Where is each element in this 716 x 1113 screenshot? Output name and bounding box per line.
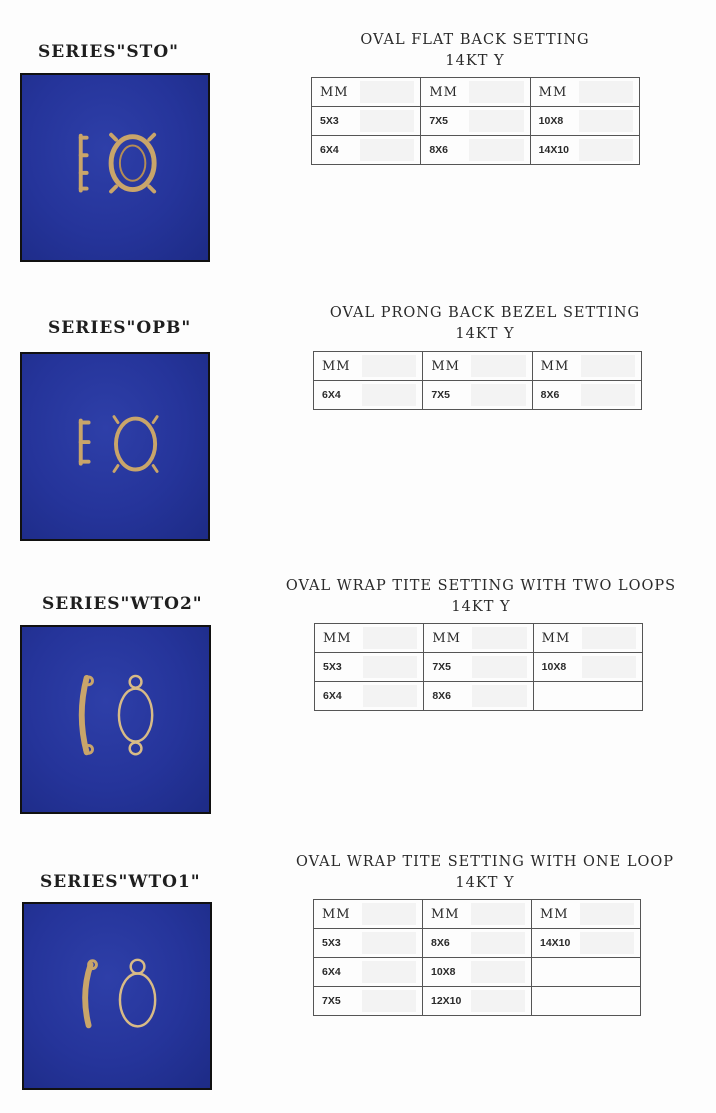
size-cell: 6X4 <box>314 958 423 987</box>
header-cell: MM <box>315 624 424 653</box>
series-title-opb: SERIES"OPB" <box>48 318 192 338</box>
setting-side-view <box>85 961 96 1026</box>
setting-name: OVAL FLAT BACK SETTING <box>360 32 590 48</box>
size-table-opb <box>313 351 642 410</box>
setting-name: OVAL PRONG BACK BEZEL SETTING <box>329 305 641 321</box>
size-cell: 6X4 <box>314 381 423 410</box>
header-cell: MM <box>533 624 642 653</box>
setting-heading-sto <box>300 30 650 72</box>
product-photo-opb <box>20 352 210 541</box>
header-cell: MM <box>423 900 532 929</box>
size-cell: 8X6 <box>421 136 530 165</box>
size-cell: 5X3 <box>314 929 423 958</box>
setting-metal: 14KT Y <box>455 875 515 891</box>
header-cell: MM <box>314 900 423 929</box>
setting-name: OVAL WRAP TITE SETTING WITH TWO LOOPS <box>285 578 677 594</box>
size-cell <box>533 682 642 711</box>
size-cell: 5X3 <box>315 653 424 682</box>
table-row <box>315 682 643 711</box>
size-cell: 14X10 <box>532 929 641 958</box>
size-cell: 7X5 <box>421 107 530 136</box>
product-photo-wto1 <box>22 902 212 1090</box>
setting-top-view <box>119 676 152 754</box>
size-cell: 6X4 <box>315 682 424 711</box>
setting-name: OVAL WRAP TITE SETTING WITH ONE LOOP <box>296 854 674 870</box>
setting-metal: 14KT Y <box>455 326 515 342</box>
table-row <box>312 136 640 165</box>
size-cell: 10X8 <box>530 107 639 136</box>
size-table-wto1 <box>313 899 641 1016</box>
size-cell: 6X4 <box>312 136 421 165</box>
table-row <box>314 958 641 987</box>
size-cell: 14X10 <box>530 136 639 165</box>
header-cell: MM <box>421 78 530 107</box>
size-cell: 7X5 <box>424 653 533 682</box>
series-title-wto2: SERIES"WTO2" <box>42 594 203 614</box>
header-cell: MM <box>532 900 641 929</box>
table-header-row <box>314 352 642 381</box>
size-cell: 10X8 <box>423 958 532 987</box>
table-row <box>314 381 642 410</box>
header-cell: MM <box>312 78 421 107</box>
table-header-row <box>314 900 641 929</box>
size-table-wto2 <box>314 623 643 711</box>
size-table-sto <box>311 77 640 165</box>
setting-side-view <box>81 136 87 191</box>
header-cell: MM <box>532 352 641 381</box>
product-photo-sto <box>20 73 210 262</box>
series-title-sto: SERIES"STO" <box>38 42 179 62</box>
table-header-row <box>312 78 640 107</box>
setting-top-view <box>120 960 155 1027</box>
table-header-row <box>315 624 643 653</box>
size-cell: 8X6 <box>424 682 533 711</box>
setting-top-view <box>111 135 154 192</box>
header-cell: MM <box>423 352 532 381</box>
table-row <box>314 929 641 958</box>
size-cell: 5X3 <box>312 107 421 136</box>
product-photo-wto2 <box>20 625 211 814</box>
size-cell: 12X10 <box>423 987 532 1016</box>
setting-side-view <box>81 421 89 464</box>
header-cell: MM <box>314 352 423 381</box>
size-cell: 10X8 <box>533 653 642 682</box>
setting-metal: 14KT Y <box>445 53 505 69</box>
series-title-wto1: SERIES"WTO1" <box>40 872 201 892</box>
table-row <box>314 987 641 1016</box>
setting-heading-wto2 <box>276 576 686 618</box>
size-cell: 7X5 <box>423 381 532 410</box>
setting-side-view <box>82 677 93 753</box>
table-row <box>312 107 640 136</box>
size-cell <box>532 987 641 1016</box>
size-cell <box>532 958 641 987</box>
setting-metal: 14KT Y <box>451 599 511 615</box>
table-row <box>315 653 643 682</box>
setting-top-view <box>114 417 157 472</box>
header-cell: MM <box>530 78 639 107</box>
setting-heading-wto1 <box>290 852 680 894</box>
setting-heading-opb <box>300 303 670 345</box>
size-cell: 7X5 <box>314 987 423 1016</box>
size-cell: 8X6 <box>532 381 641 410</box>
header-cell: MM <box>424 624 533 653</box>
size-cell: 8X6 <box>423 929 532 958</box>
